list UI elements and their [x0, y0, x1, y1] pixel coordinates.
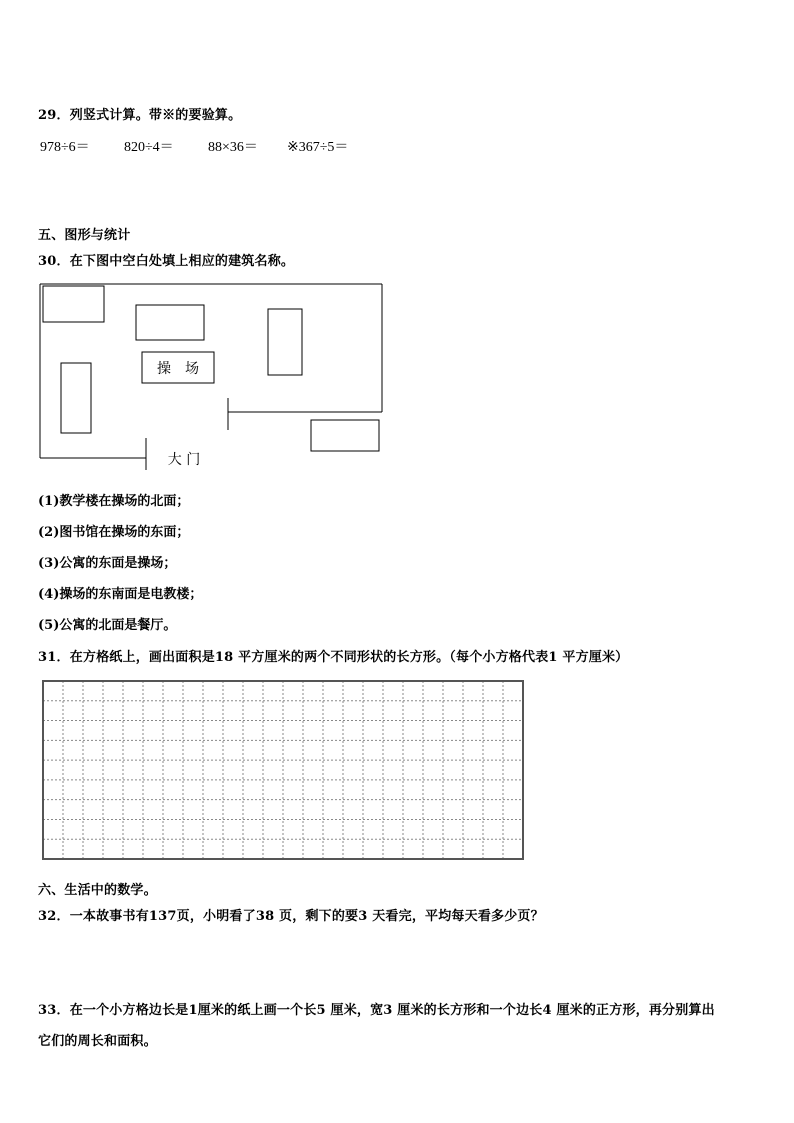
q29-calc-4: ※367÷5＝ — [287, 140, 349, 155]
gate-label: 大 门 — [167, 452, 201, 468]
q33-line-2: 它们的周长和面积。 — [38, 1034, 157, 1049]
building-box-east — [268, 309, 302, 375]
building-box-north — [136, 305, 204, 340]
q30-statement-1: (1)教学楼在操场的北面； — [38, 494, 190, 509]
q30-statement-4: (4)操场的东南面是电教楼； — [38, 587, 203, 602]
q31-title: 31．在方格纸上，画出面积是18 平方厘米的两个不同形状的长方形。（每个小方格代表1 平方厘米） — [38, 650, 629, 665]
q33-line-1: 33．在一个小方格边长是1厘米的纸上画一个长5 厘米，宽3 厘米的长方形和一个边长4 厘米的正方形，再分别算出 — [38, 1003, 715, 1018]
square-grid-paper[interactable] — [40, 678, 528, 864]
q30-title: 30．在下图中空白处填上相应的建筑名称。 — [38, 254, 295, 269]
q30-statement-2: (2)图书馆在操场的东面； — [38, 525, 190, 540]
q29-calc-1: 978÷6＝ — [40, 140, 90, 155]
building-box-northwest — [43, 286, 104, 322]
q32-title: 32．一本故事书有137页，小明看了38 页，剩下的要3 天看完，平均每天看多少页？ — [38, 909, 544, 924]
section-6-title: 六、生活中的数学。 — [38, 883, 157, 898]
q30-statement-3: (3)公寓的东面是操场； — [38, 556, 177, 571]
playground-label: 操 场 — [157, 361, 199, 377]
q29-title: 29．列竖式计算。带※的要验算。 — [38, 108, 242, 123]
q29-calc-2: 820÷4＝ — [124, 140, 174, 155]
building-box-west — [61, 363, 91, 433]
building-box-southeast — [311, 420, 379, 451]
section-5-title: 五、图形与统计 — [38, 228, 131, 243]
q30-statement-5: (5)公寓的北面是餐厅。 — [38, 618, 177, 633]
q29-calc-3: 88×36＝ — [208, 140, 258, 155]
campus-map — [36, 280, 388, 472]
